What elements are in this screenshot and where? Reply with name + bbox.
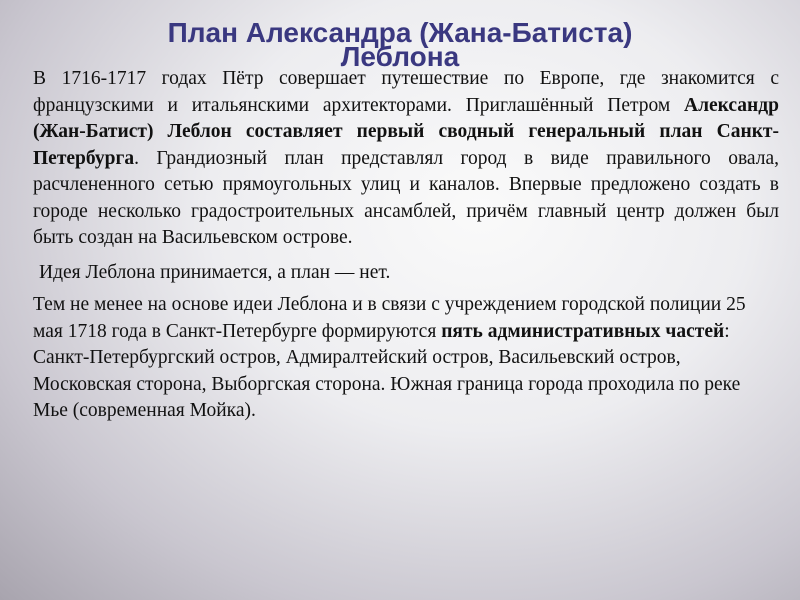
paragraph-1-text-2: . Грандиозный план представлял город в виде правильного овала, расчлененного сетью прямоугольных улиц и каналов. Впервые предложено создать в городе несколько градостроительных ансамблей, причём главный центр должен был быть создан на Васильевском острове. — [33, 147, 779, 248]
paragraph-1-text-1: В 1716-1717 годах Пётр совершает путешествие по Европе, где знакомится с французскими и итальянскими архитекторами. Приглашённый Петром — [33, 68, 779, 116]
slide-title-line1: План Александра (Жана-Батиста) — [167, 17, 633, 48]
paragraph-2: Идея Леблона принимается, а план — нет. — [39, 261, 391, 283]
slide-title — [0, 14, 800, 90]
paragraph-3 — [33, 292, 779, 425]
paragraph-3-text-2: : Санкт-Петербургский остров, Адмиралтейский остров, Васильевский остров, Московская сторона, Выборгская сторона. Южная граница города проходила по реке Мье (современная Мойка). — [33, 320, 741, 421]
paragraph-1-bold: Александр (Жан-Батист) Леблон составляет первый сводный генеральный план Санкт-Петербурга — [33, 94, 779, 169]
slide-title-line2: Леблона — [340, 41, 460, 72]
paragraph-3-bold: пять административных частей — [441, 320, 725, 342]
slide-body — [33, 66, 779, 425]
paragraph-1 — [33, 66, 779, 252]
paragraph-3-text-1: Тем не менее на основе идеи Леблона и в связи с учреждением городской полиции 25 мая 1718 года в Санкт-Петербурге формируются — [33, 294, 746, 342]
